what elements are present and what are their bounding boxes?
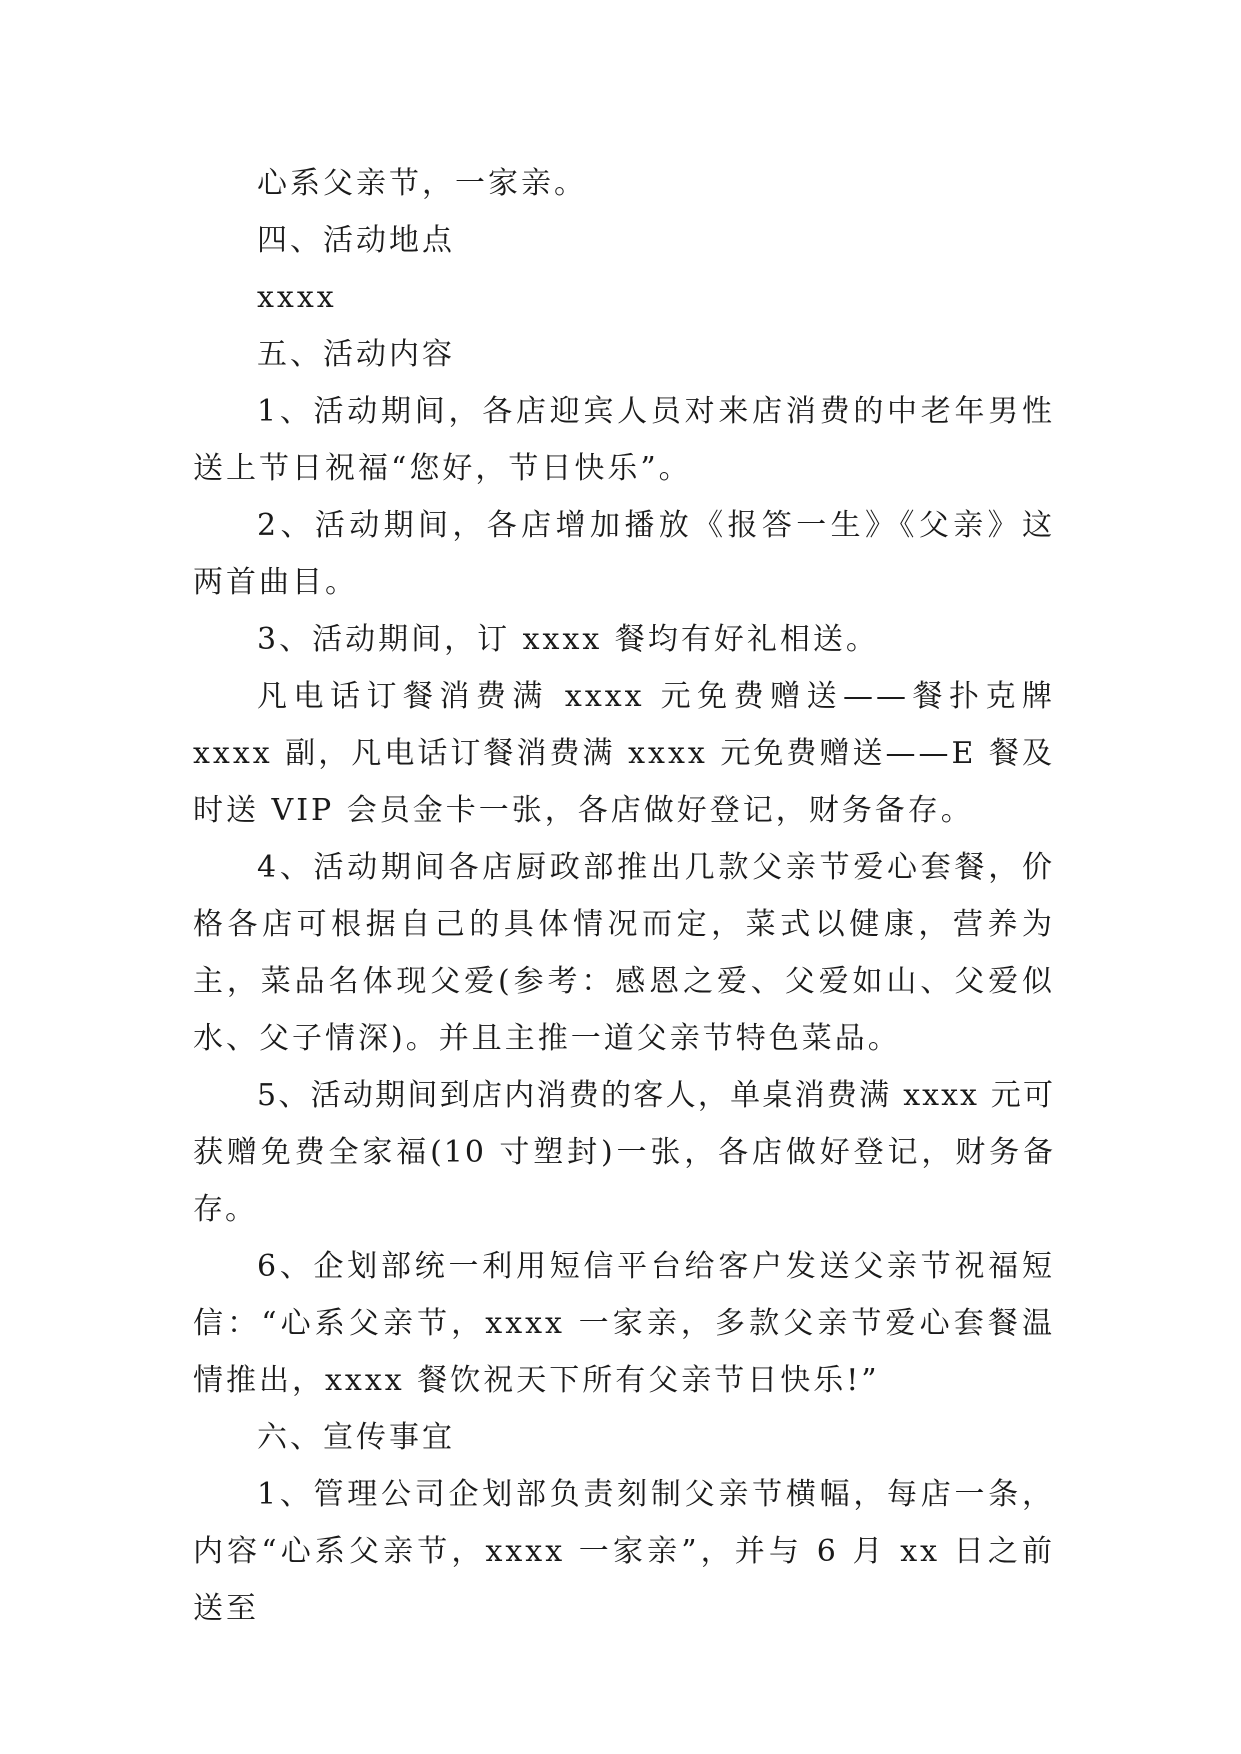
paragraph-item-2: 2、活动期间，各店增加播放《报答一生》《父亲》这两首曲目。 <box>193 508 1055 600</box>
heading-section-4: 四、活动地点 <box>257 223 455 258</box>
paragraph-publicity-1: 1、管理公司企划部负责刻制父亲节横幅，每店一条，内容“心系父亲节，xxxx 一家亲”，并与 6 月 xx 日之前送至 <box>193 1477 1055 1626</box>
paragraph-item-6: 6、企划部统一利用短信平台给客户发送父亲节祝福短信：“心系父亲节，xxxx 一家亲，多款父亲节爱心套餐温情推出，xxxx 餐饮祝天下所有父亲节日快乐!” <box>193 1249 1055 1398</box>
heading-section-5: 五、活动内容 <box>257 337 455 372</box>
paragraph-item-4: 4、活动期间各店厨政部推出几款父亲节爱心套餐，价格各店可根据自己的具体情况而定，菜式以健康，营养为主，菜品名体现父爱(参考：感恩之爱、父爱如山、父爱似水、父子情深)。并且主推一道父亲节特色菜品。 <box>193 850 1055 1056</box>
paragraph-item-5: 5、活动期间到店内消费的客人，单桌消费满 xxxx 元可获赠免费全家福(10 寸塑封)一张，各店做好登记，财务备存。 <box>193 1078 1055 1227</box>
paragraph-slogan: 心系父亲节，一家亲。 <box>257 166 587 201</box>
document-body <box>193 155 1055 1637</box>
heading-section-6: 六、宣传事宜 <box>257 1420 455 1455</box>
paragraph-location: xxxx <box>257 280 337 315</box>
paragraph-item-1: 1、活动期间，各店迎宾人员对来店消费的中老年男性送上节日祝福“您好，节日快乐”。 <box>193 394 1055 486</box>
paragraph-item-3: 3、活动期间，订 xxxx 餐均有好礼相送。 <box>257 622 879 657</box>
paragraph-item-3-detail: 凡电话订餐消费满 xxxx 元免费赠送——餐扑克牌 xxxx 副，凡电话订餐消费满 xxxx 元免费赠送——E 餐及时送 VIP 会员金卡一张，各店做好登记，财务备存。 <box>193 679 1055 828</box>
